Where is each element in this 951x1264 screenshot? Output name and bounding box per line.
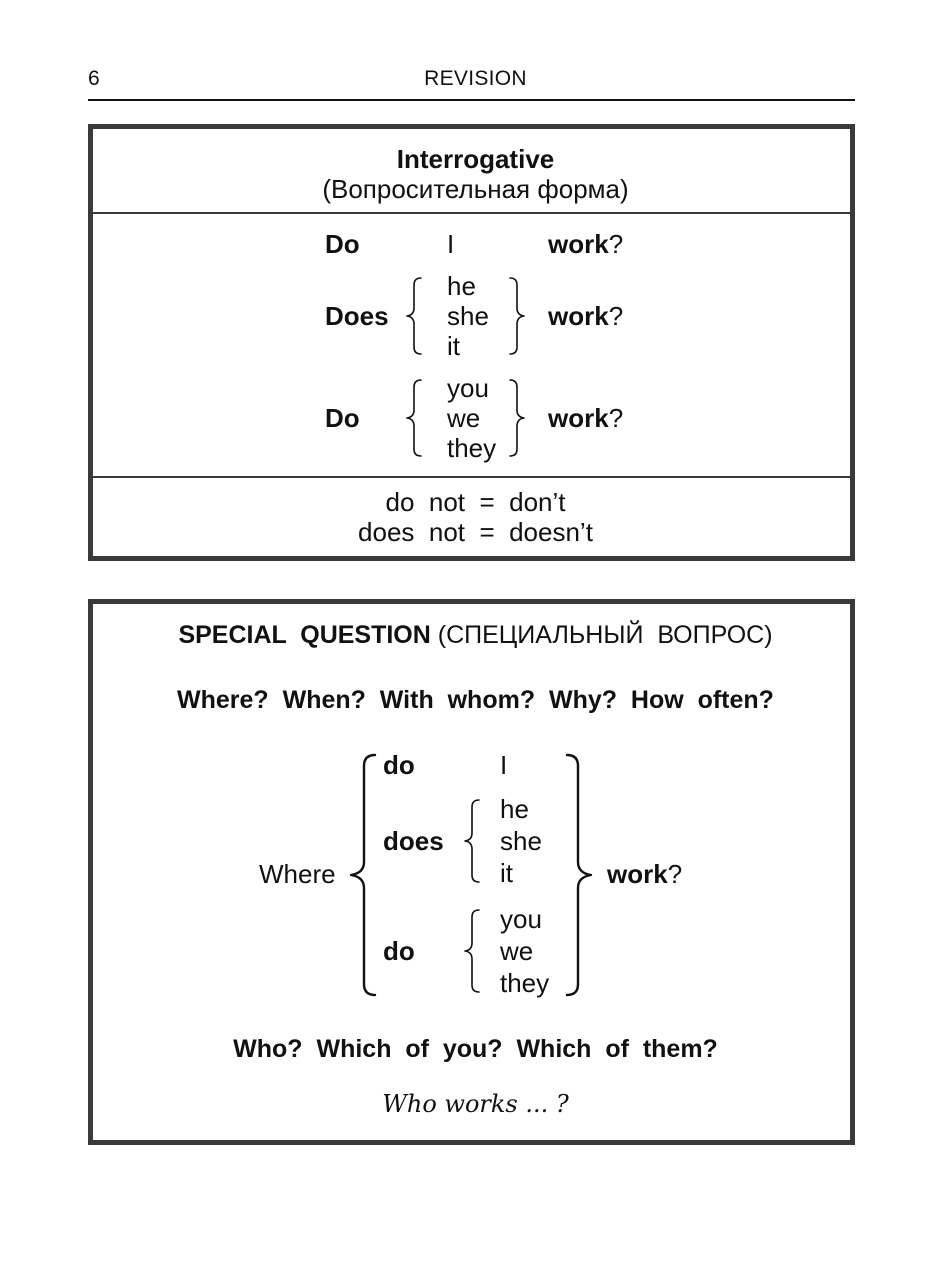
interrogative-divider-bottom [93,476,850,478]
large-right-brace-icon [561,752,597,998]
verb: work [548,403,609,433]
verb: work [548,301,609,331]
interrogative-divider-top [93,212,850,214]
question-mark: ? [667,859,683,889]
contraction-does-not: does not = doesn’t [358,517,593,547]
large-left-brace-icon [345,752,381,998]
right-brace-icon [504,378,528,458]
verb: work [607,859,668,889]
interrogative-pronoun: they [447,433,497,463]
interrogative-subtitle: (Вопросительная форма) [322,174,629,204]
interrogative-aux-does: Does [325,301,389,331]
interrogative-pronoun: we [447,403,481,433]
scheme-verb-phrase [607,859,682,889]
special-question-heading [0,620,951,650]
verb: work [548,229,609,259]
interrogative-pronoun: he [447,271,476,301]
special-question-title: SPECIAL QUESTION [178,621,431,649]
scheme-pronoun: we [500,936,534,966]
wh-word: Where [259,859,336,889]
interrogative-verb-phrase [548,403,623,433]
interrogative-pronoun: you [447,373,489,403]
right-brace-icon [504,276,528,356]
page-number: 6 [88,67,100,90]
scheme-pronoun: you [500,904,542,934]
question-mark: ? [608,301,624,331]
scheme-pronoun: she [500,826,542,856]
scheme-aux-does: does [383,826,444,856]
left-brace-icon [403,276,427,356]
interrogative-pronoun-i: I [447,229,455,259]
question-mark: ? [608,403,624,433]
scheme-pronoun: it [500,858,513,888]
contraction-do-not: do not = don’t [385,487,566,517]
scheme-aux-do: do [383,936,415,966]
left-brace-icon [461,798,485,884]
left-brace-icon [461,908,485,994]
interrogative-aux-do: Do [325,403,360,433]
special-question-title-ru: (СПЕЦИАЛЬНЫЙ ВОПРОС) [437,621,773,649]
interrogative-pronoun: it [447,331,460,361]
scheme-pronoun-i: I [500,750,508,780]
question-words: Where? When? With whom? Why? How often? [177,686,774,714]
interrogative-verb-phrase [548,229,623,259]
question-mark: ? [608,229,624,259]
interrogative-verb-phrase [548,301,623,331]
scheme-aux-do: do [383,750,415,780]
interrogative-pronoun: she [447,301,489,331]
example-sentence: Who works ... ? [382,1090,569,1118]
interrogative-aux-do: Do [325,229,360,259]
left-brace-icon [403,378,427,458]
scheme-pronoun: they [500,968,550,998]
subject-questions: Who? Which of you? Which of them? [233,1035,718,1063]
interrogative-title: Interrogative [396,144,555,174]
running-title: REVISION [424,67,527,90]
scheme-pronoun: he [500,794,529,824]
header-rule [88,99,855,101]
